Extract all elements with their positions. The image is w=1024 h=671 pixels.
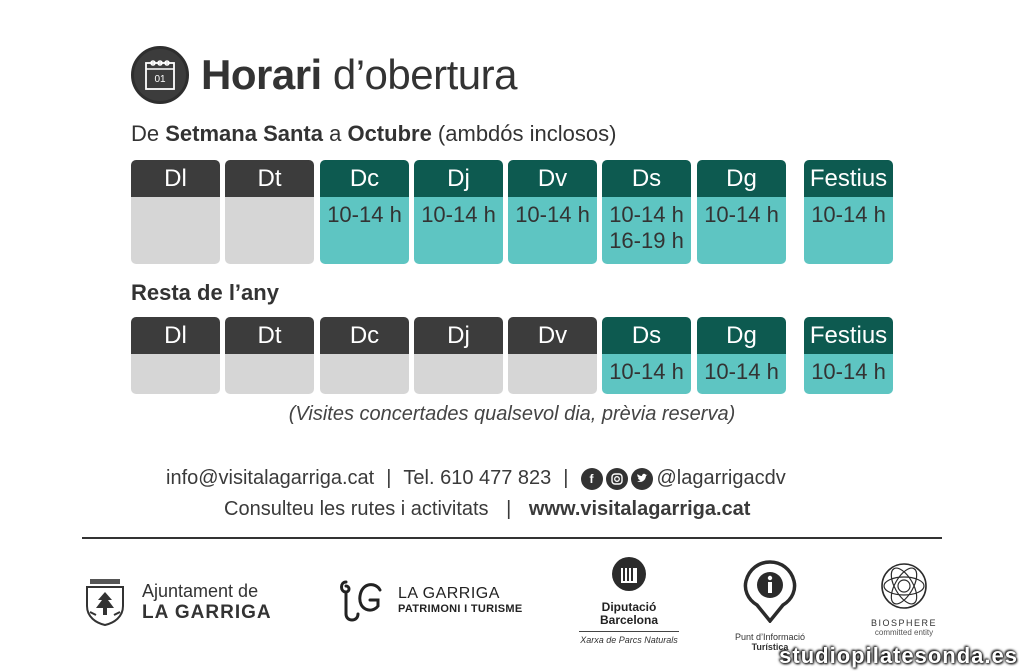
garriga-line1: LA GARRIGA [398, 585, 500, 602]
s1-day-ds [602, 160, 691, 264]
day-label: Dv [508, 160, 597, 197]
separator: | [563, 467, 569, 489]
s1-day-dc [320, 160, 409, 264]
calendar-icon [131, 46, 189, 104]
la-garriga-patrimoni-logo [336, 574, 522, 626]
contact-line [166, 467, 786, 490]
biosphere-logo [864, 561, 944, 637]
separator: | [506, 498, 512, 520]
day-hours [414, 354, 503, 394]
day-label: Ds [602, 317, 691, 354]
biosphere-emblem-icon [879, 561, 929, 611]
bio-line1: BIOSPHERE [870, 618, 937, 628]
s1-day-dt [225, 160, 314, 264]
consult-line [224, 498, 750, 521]
s2-day-dt [225, 317, 314, 394]
ajuntament-line1: Ajuntament de [142, 580, 259, 601]
day-label: Dt [225, 160, 314, 197]
s2-day-dc [320, 317, 409, 394]
booking-note: (Visites concertades qualsevol dia, prèvia reserva) [288, 403, 736, 425]
season1-prefix: De [131, 121, 166, 146]
day-hours: 10-14 h [804, 354, 893, 394]
diputacio-sub: Xarxa de Parcs Naturals [580, 635, 678, 645]
coat-of-arms-icon [82, 578, 128, 626]
email-link[interactable]: info@visitalagarriga.cat [166, 467, 375, 489]
day-hours: 10-14 h [602, 354, 691, 394]
s2-day-festius [804, 317, 893, 394]
s1-day-dj [414, 160, 503, 264]
day-label: Dt [225, 317, 314, 354]
page-title-row [131, 45, 517, 105]
season1-mid: a [322, 121, 348, 146]
social-handle[interactable]: @lagarrigacdv [656, 467, 786, 489]
s2-day-dj [414, 317, 503, 394]
day-hours [225, 197, 314, 264]
day-hours [131, 197, 220, 264]
day-label: Dc [320, 317, 409, 354]
diputacio-logo [575, 556, 683, 645]
season1-to: Octubre [347, 121, 432, 146]
day-hours: 10-14 h [508, 197, 597, 264]
ajuntament-line2: LA GARRIGA [142, 601, 272, 623]
day-label: Ds [602, 160, 691, 197]
diputacio-line2: Barcelona [599, 613, 659, 627]
social-icons [581, 468, 653, 490]
s1-day-dl [131, 160, 220, 264]
separator: | [386, 467, 392, 489]
day-hours [508, 354, 597, 394]
day-label: Dl [131, 160, 220, 197]
season2-heading: Resta de l’any [131, 280, 279, 305]
watermark: studiopilatesonda.es [779, 643, 1018, 668]
day-hours: 10-14 h [697, 354, 786, 394]
season1-suffix: (ambdós inclosos) [431, 121, 617, 146]
day-label: Dc [320, 160, 409, 197]
s1-day-dg [697, 160, 786, 264]
day-label: Festius [804, 317, 893, 354]
garriga-line2: PATRIMONI I TURISME [398, 603, 523, 615]
s1-day-dv [508, 160, 597, 264]
day-label: Dj [414, 317, 503, 354]
s1-day-festius [804, 160, 893, 264]
day-hours-afternoon: 16-19 h [609, 228, 684, 253]
season1-heading [131, 121, 616, 147]
diputacio-emblem-icon [612, 556, 646, 592]
s2-day-dl [131, 317, 220, 394]
day-hours: 10-14 h [804, 197, 893, 264]
punt-informacio-logo [715, 559, 825, 652]
day-label: Dl [131, 317, 220, 354]
day-hours: 10-14 h [320, 197, 409, 264]
s2-day-dg [697, 317, 786, 394]
s2-day-ds [602, 317, 691, 394]
day-label: Festius [804, 160, 893, 197]
day-hours: 10-14 h [414, 197, 503, 264]
page-title [201, 51, 517, 99]
s2-day-dv [508, 317, 597, 394]
punt-line2: Turística [751, 642, 789, 652]
diputacio-rule [579, 631, 679, 632]
title-rest: d’obertura [321, 51, 517, 98]
day-label: Dv [508, 317, 597, 354]
day-hours [602, 197, 691, 264]
website-link[interactable]: www.visitalagarriga.cat [528, 498, 751, 520]
consult-text: Consulteu les rutes i activitats [224, 498, 489, 520]
facebook-icon[interactable]: f [581, 468, 603, 490]
bio-line2: committed entity [874, 628, 934, 637]
day-label: Dg [697, 317, 786, 354]
day-label: Dg [697, 160, 786, 197]
season1-from: Setmana Santa [165, 121, 323, 146]
day-label: Dj [414, 160, 503, 197]
diputacio-line1: Diputació [601, 600, 657, 614]
phone-link[interactable]: Tel. 610 477 823 [403, 467, 552, 489]
day-hours [131, 354, 220, 394]
day-hours [225, 354, 314, 394]
lg-monogram-icon [336, 574, 388, 626]
svg-text:01: 01 [154, 74, 166, 85]
divider [82, 537, 942, 539]
instagram-icon[interactable] [606, 468, 628, 490]
day-hours: 10-14 h [697, 197, 786, 264]
twitter-icon[interactable] [631, 468, 653, 490]
info-pin-icon [743, 559, 797, 623]
day-hours [320, 354, 409, 394]
title-bold: Horari [201, 51, 322, 98]
ajuntament-logo [82, 578, 272, 626]
day-hours-morning: 10-14 h [609, 202, 684, 227]
punt-line1: Punt d’Informació [734, 632, 806, 642]
